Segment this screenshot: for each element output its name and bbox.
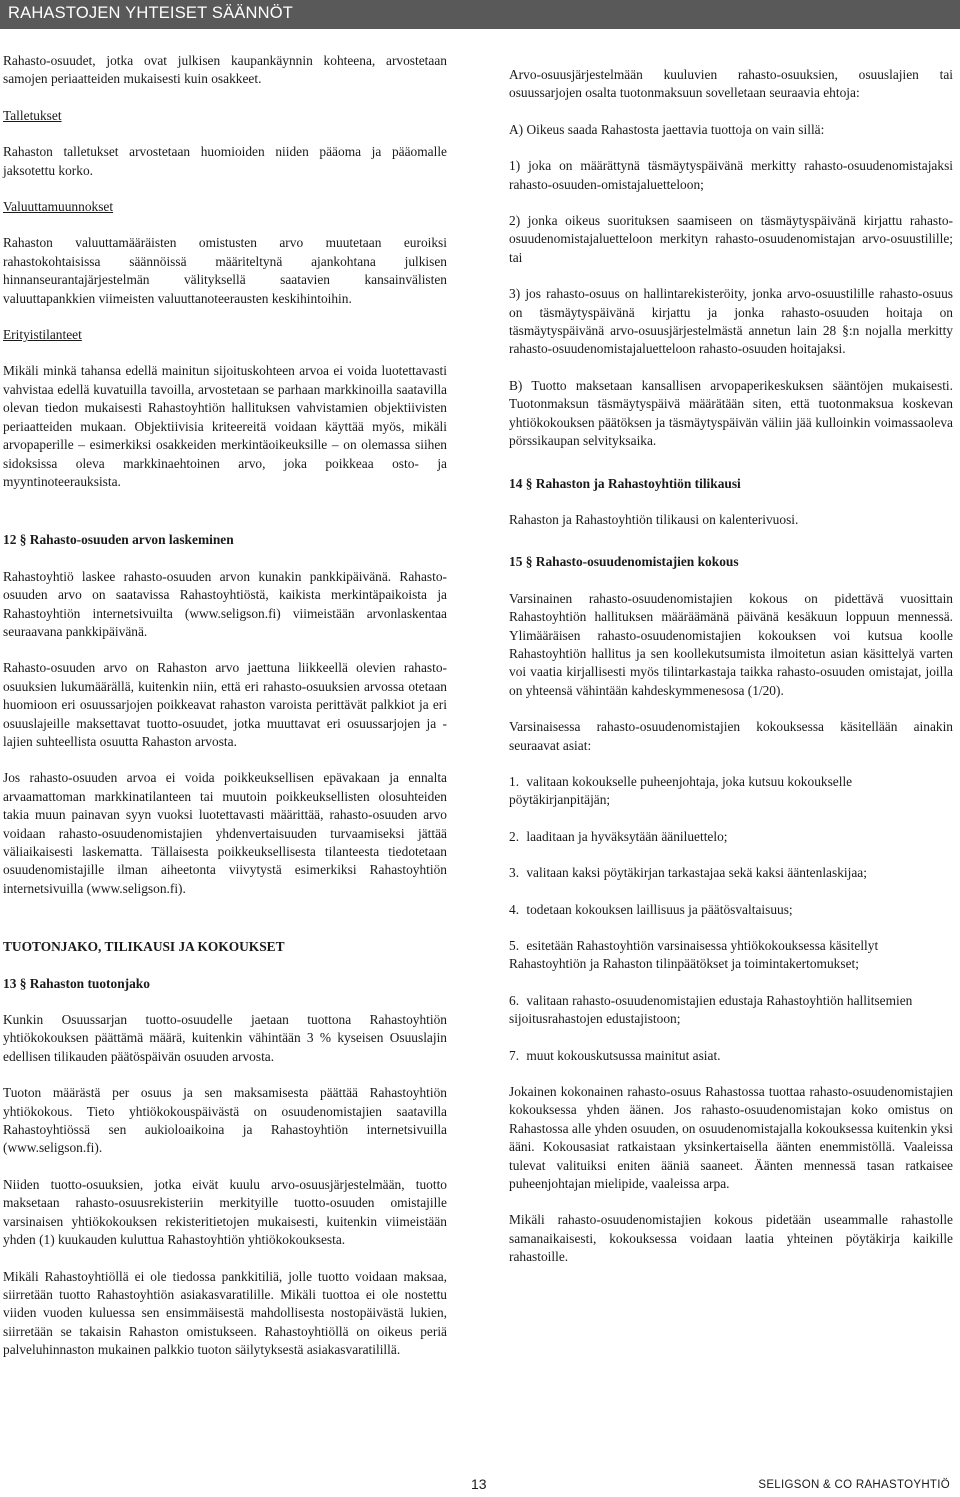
header-bar	[0, 0, 960, 29]
list-item: 1. valitaan kokoukselle puheenjohtaja, joka kutsuu kokoukselle pöytäkirjanpitäjän;	[509, 773, 853, 808]
paragraph: Jokainen kokonainen rahasto-osuus Rahastossa tuottaa rahasto-osuudenomistajien kokouksessa yhden äänen. Jos rahasto-osuudenomistajan koko omistus on Rahastossa alle yhden osuuden, on osuudenomistajalla kokouksessa kuitenkin yksi ääni. Kokousasiat ratkaistaan yksinkertaisella äänten enemmistöllä. Vaaleissa tulevat valituiksi eniten ääniä saaneet. Äänten mennessä tasan ratkaisee puheenjohtajan mielipide, vaaleissa arpa.	[509, 1084, 953, 1192]
paragraph: Rahasto-osuudet, jotka ovat julkisen kaupankäynnin kohteena, arvostetaan samojen periaatteiden mukaisesti kuin osakkeet.	[3, 53, 447, 87]
list-item: 3. valitaan kaksi pöytäkirjan tarkastajaa sekä kaksi ääntenlaskijaa;	[509, 865, 867, 881]
paragraph: 3) jos rahasto-osuus on hallintarekisteröity, jonka arvo-osuustilille rahasto-osuus on täsmäytyspäivänä kirjattu ja jonka rahasto-osuuden hoitaja on täsmäytyspäivänä arvo-osuusjärjestelmästä annetun lain 28 §:n nojalla merkitty rahasto-osuudenomistajaluetteloon rahasto-osuuden hoitajaksi.	[509, 286, 953, 357]
paragraph: Varsinaisessa rahasto-osuudenomistajien kokouksessa käsitellään ainakin seuraavat asiat:	[509, 719, 953, 753]
chapter-heading: TUOTONJAKO, TILIKAUSI JA KOKOUKSET	[3, 939, 285, 955]
paragraph: Mikäli minkä tahansa edellä mainitun sijoituskohteen arvoa ei voida luotettavasti vahvistaa edellä kuvatuilla tavoilla, arvostetaan se parhaan markkinoilla saatavilla olevan tiedon mukaisesti Rahastoyhtiön hallituksen vahvistamien objektiivisten periaatteiden mukaan. Objektiivisia kriteereitä voidaan käyttää myös, mikäli arvopaperille – esimerkiksi osakkeiden merkintäoikeuksille – on olemassa siihen sidoksissa oleva markkinaehtoinen arvo, joka poikkeaa osto- ja myyntinoteerauksista.	[3, 363, 447, 489]
list-item: 7. muut kokouskutsussa mainitut asiat.	[509, 1047, 721, 1063]
paragraph: Niiden tuotto-osuuksien, jotka eivät kuulu arvo-osuusjärjestelmään, tuotto maksetaan rahasto-osuusrekisteriin merkityille tuotto-osuuden omistajille varsinaisen yhtiökokouksen rekisteritietojen mukaisesti, kuitenkin viimeistään yhden (1) kuukauden kuluttua Rahastoyhtiön yhtiökokouksesta.	[3, 1176, 447, 1248]
section-heading-15: 15 § Rahasto-osuudenomistajien kokous	[509, 554, 739, 570]
list-item: 2. laaditaan ja hyväksytään ääniluettelo;	[509, 828, 728, 844]
subheading-erityistilanteet: Erityistilanteet	[3, 327, 82, 343]
subheading-valuuttamuunnokset: Valuuttamuunnokset	[3, 199, 114, 215]
paragraph: 2) jonka oikeus suorituksen saamiseen on täsmäytyspäivänä kirjattu rahasto-osuudenomistajaluetteloon merkityn rahasto-osuudenomistajan arvo-osuustilille; tai	[509, 213, 953, 265]
paragraph: Kunkin Osuussarjan tuotto-osuudelle jaetaan tuottona Rahastoyhtiön yhtiökokouksen päättämä määrä, kuitenkin vähintään 3 % kyseisen Osuuslajin edellisen tilikauden päätöspäivän osuuden arvosta.	[3, 1012, 447, 1064]
right-column	[509, 52, 953, 1267]
paragraph: Rahasto-osuuden arvo on Rahaston arvo jaettuna liikkeellä olevien rahasto-osuuksien lukumäärällä, kuitenkin niin, että eri rahasto-osuuksien arvossa otetaan huomioon eri osuussarjojen poikkeavat rahaston varoista perittävät palkkiot ja eri osuuslajeille maksettavat tuotto-osuudet, jotka muuttavat eri osuussarjojen ja -lajien suhteellista osuutta Rahaston arvosta.	[3, 660, 447, 749]
document-title: RAHASTOJEN YHTEISET SÄÄNNÖT	[8, 4, 294, 22]
paragraph: Rahaston valuuttamääräisten omistusten arvo muutetaan euroiksi rahastokohtaisissa säännöissä määriteltynä ajankohtana julkisen hinnanseurantajärjestelmän välityksellä saatavien kansainvälisten valuuttapankkien viimeisten valuuttanoteerausten keskihintoihin.	[3, 235, 447, 306]
agenda-list	[509, 773, 953, 1065]
footer-brand: SELIGSON & CO RAHASTOYHTIÖ	[758, 1479, 950, 1491]
paragraph: 1) joka on määrättynä täsmäytyspäivänä merkitty rahasto-osuudenomistajaksi rahasto-osuuden-omistajaluetteloon;	[509, 158, 953, 192]
section-heading-12: 12 § Rahasto-osuuden arvon laskeminen	[3, 532, 234, 548]
paragraph: Varsinainen rahasto-osuudenomistajien kokous on pidettävä vuosittain Rahastoyhtiön hallituksen määräämänä päivänä kesäkuun loppuun mennessä. Ylimääräisen rahasto-osuudenomistajien kokouksen voi kutsua koolle Rahastoyhtiön hallitus ja sen koollekutsumista ilmoitetun asian käsittelyä varten voi vaatia kirjallisesti myös tilintarkastaja taikka rahasto-osuuden omistajat, joilla on yhteensä vähintään kahdeskymmenesosa (1/20).	[509, 590, 953, 698]
page-number: 13	[471, 1476, 487, 1492]
paragraph: Rahastoyhtiö laskee rahasto-osuuden arvon kunakin pankkipäivänä. Rahasto-osuuden arvo on saatavissa Rahastoyhtiöstä, kaikista merkintäpaikoista ja Rahastoyhtiön internetsivuilta (www.seligson.fi) viimeistään arvonlaskentaa seuraavana pankkipäivänä.	[3, 568, 447, 639]
paragraph: Jos rahasto-osuuden arvoa ei voida poikkeuksellisen epävakaan ja ennalta arvaamattoman markkinatilanteen tai muutoin poikkeuksellisten olosuhteiden takia muun painavan syyn vuoksi luotettavasti määrittää, rahasto-osuuden arvo voidaan rahasto-osuudenomistajien yhdenvertaisuuden turvaamiseksi jättää väliaikaisesti laskematta. Tällaisesta poikkeuksellisesta tilanteesta tiedotetaan osuudenomistajille ilman aiheetonta viivytystä esimerkiksi Rahastoyhtiön internetsivuilla (www.seligson.fi).	[3, 770, 447, 896]
paragraph: Rahaston ja Rahastoyhtiön tilikausi on kalenterivuosi.	[509, 511, 799, 527]
subheading-talletukset: Talletukset	[3, 107, 62, 123]
paragraph: Mikäli rahasto-osuudenomistajien kokous pidetään useammalle rahastolle samanaikaisesti, kokouksessa voidaan laatia yhteinen pöytäkirja kaikille rahastoille.	[509, 1212, 953, 1265]
paragraph: Arvo-osuusjärjestelmään kuuluvien rahasto-osuuksien, osuuslajien tai osuussarjojen osalta tuotonmaksuun sovelletaan seuraavia ehtoja:	[509, 67, 953, 101]
list-item: 6. valitaan rahasto-osuudenomistajien edustaja Rahastoyhtiön hallitsemien sijoitusrahastojen edustajistoon;	[509, 992, 913, 1027]
paragraph: Mikäli Rahastoyhtiöllä ei ole tiedossa pankkitiliä, jolle tuotto voidaan maksaa, siirretään tuotto Rahastoyhtiön asiakasvaratilille. Mikäli tuottoa ei ole nostettu viiden vuoden kuluessa sen ensimmäisestä mahdollisesta nostopäivästä lukien, siirretään se takaisin Rahaston omistukseen. Rahastoyhtiöllä on oikeus periä palveluhinnaston mukainen palkkio tuoton säilytyksestä asiakasvaratilillä.	[3, 1268, 447, 1358]
section-heading-13: 13 § Rahaston tuotonjako	[3, 975, 150, 991]
list-item: 4. todetaan kokouksen laillisuus ja päätösvaltaisuus;	[509, 901, 793, 917]
paragraph: B) Tuotto maksetaan kansallisen arvopaperikeskuksen sääntöjen mukaisesti. Tuotonmaksun täsmäytyspäivä määrätään siten, että tuotonmaksua koskevan yhtiökokouksen päätöksen ja täsmäytyspäivän väliin jää kulloinkin voimassaoleva pörssikaupan selvityksaika.	[509, 377, 953, 449]
paragraph: Tuoton määrästä per osuus ja sen maksamisesta päättää Rahastoyhtiön yhtiökokous. Tieto yhtiökokouspäivästä on osuudenomistajien saatavilla Rahastoyhtiössä sen aukioloaikoina ja Rahastoyhtiön internetsivuilla (www.seligson.fi).	[3, 1085, 447, 1156]
left-column	[3, 52, 447, 1360]
paragraph: Rahaston talletukset arvostetaan huomioiden niiden pääoma ja pääomalle jaksotettu korko.	[3, 144, 447, 178]
section-heading-14: 14 § Rahaston ja Rahastoyhtiön tilikausi	[509, 475, 741, 491]
paragraph: A) Oikeus saada Rahastosta jaettavia tuottoja on vain sillä:	[509, 121, 825, 137]
list-item: 5. esitetään Rahastoyhtiön varsinaisessa yhtiökokouksessa käsitellyt Rahastoyhtiön ja Rahaston tilinpäätökset ja toimintakertomukset;	[509, 938, 879, 972]
